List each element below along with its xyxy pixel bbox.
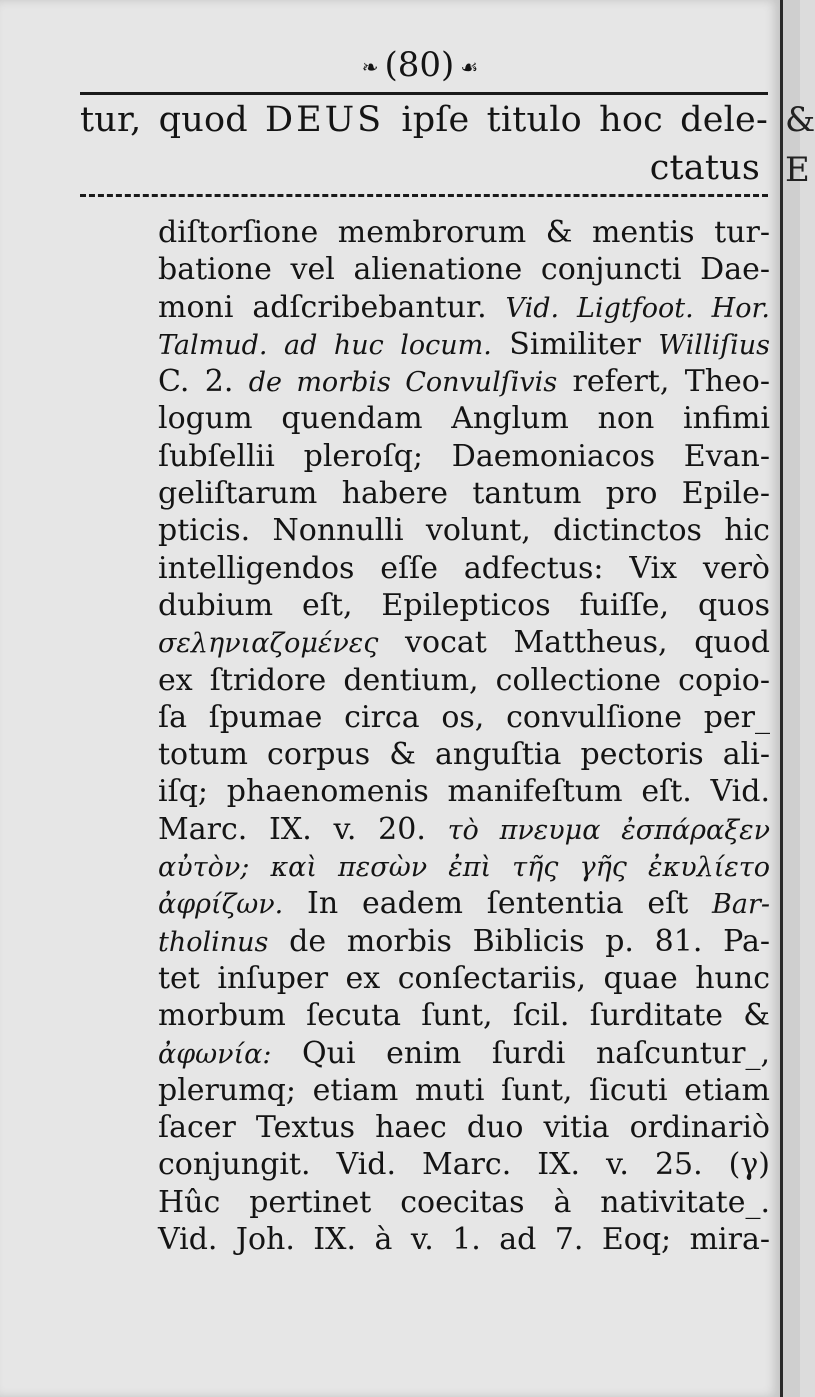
text-segment: In eadem ſententia eſt [283, 886, 713, 922]
text-segment: de morbis Biblicis p. 81. Pa- [268, 923, 770, 959]
italic-text: Bar- [712, 889, 770, 921]
text-segment: C. 2. [158, 364, 249, 400]
italic-text: Vid. Ligtfoot. Hor. [505, 292, 770, 324]
carryover-line-1-pre: tur, quod [80, 100, 266, 140]
text-line [158, 1072, 770, 1109]
text-segment: logum quendam Anglum non infimi [158, 401, 770, 437]
greek-text: τὸ πνευμα ἐσπάραξεν [447, 814, 770, 846]
greek-text: σεληνιαζομένες [158, 628, 379, 660]
text-line [158, 363, 770, 400]
text-segment: ſa ſpumae circa os, convulſione per_ [158, 699, 770, 735]
greek-text: ἀφρίζων. [158, 889, 284, 921]
text-segment: Similiter [491, 326, 659, 362]
text-segment: totum corpus & anguſtia pectoris ali- [158, 737, 770, 773]
text-line [158, 400, 770, 437]
italic-text: Talmud. ad huc locum. [158, 329, 492, 361]
text-line [158, 1146, 770, 1183]
carryover-line-2: ctatus [649, 148, 760, 188]
text-line [158, 550, 770, 587]
header-rule [80, 92, 768, 95]
text-segment: Vid. Joh. IX. à v. 1. ad 7. Eoq; mira- [158, 1222, 770, 1258]
text-segment: intelligendos eſſe adfectus: Vix verò [158, 550, 770, 586]
text-segment: ſacer Textus haec duo vitia ordinariò [158, 1110, 770, 1146]
carryover-line-1-post: ipſe titulo hoc dele- [384, 100, 768, 140]
page-header [80, 40, 760, 90]
italic-text: Williſius [658, 329, 770, 361]
text-segment: pticis. Nonnulli volunt, dictinctos hic [158, 513, 770, 549]
text-line [158, 289, 770, 326]
text-line [158, 848, 770, 885]
text-segment: dubium eſt, Epilepticos fuiſſe, quos [158, 587, 770, 623]
text-line [158, 699, 770, 736]
next-page-edge [780, 0, 815, 1397]
text-line [158, 773, 770, 810]
text-line [158, 624, 770, 661]
italic-text: tholinus [158, 926, 269, 958]
text-segment: Qui enim ſurdi naſcuntur_, [271, 1035, 770, 1071]
text-line [158, 923, 770, 960]
body-text [158, 214, 770, 1258]
text-segment: geliſtarum habere tantum pro Epile- [158, 476, 770, 512]
ornament-right-icon: ☙ [460, 55, 479, 79]
text-segment: diſtorſione membrorum & mentis tur- [158, 215, 770, 250]
text-line [158, 251, 770, 288]
text-segment: morbum ſecuta ſunt, ſcil. ſurditate & [158, 998, 770, 1034]
greek-text: αὐτὸν; καὶ πεσὼν ἐπὶ τῆς γῆς ἐκυλίετο [158, 852, 770, 884]
carryover-text [80, 96, 768, 192]
carryover-line-1-caps: DEUS [265, 100, 385, 140]
text-segment: moni adſcribebantur. [158, 289, 506, 325]
text-segment: refert, Theo- [557, 364, 770, 400]
italic-text: de morbis Convulſivis [248, 367, 558, 399]
text-segment: Marc. IX. v. 20. [158, 811, 448, 847]
text-line [158, 736, 770, 773]
edge-glyph-1: & [785, 100, 815, 140]
text-segment: vocat Mattheus, quod [378, 625, 770, 661]
text-line [158, 885, 770, 922]
text-line [158, 997, 770, 1034]
text-line [158, 960, 770, 997]
text-segment: Hûc pertinet coecitas à nativitate_. [158, 1184, 770, 1220]
ornament-left-icon: ❧ [361, 55, 379, 79]
text-segment: batione vel alienatione conjuncti Dae- [158, 252, 770, 288]
text-segment: plerumq; etiam muti ſunt, ſicuti etiam [158, 1072, 770, 1108]
text-line [158, 587, 770, 624]
greek-text: ἀφωνία: [158, 1038, 272, 1070]
text-line [158, 1035, 770, 1072]
text-segment: conjungit. Vid. Marc. IX. v. 25. (γ) [158, 1147, 770, 1183]
text-segment: ex ſtridore dentium, collectione copio- [158, 662, 770, 698]
text-segment: ſubſellii pleroſq; Daemoniacos Evan- [158, 438, 770, 474]
text-line [158, 1221, 770, 1258]
text-line [158, 512, 770, 549]
text-line [158, 662, 770, 699]
text-segment: iſq; phaenomenis manifeſtum eſt. Vid. [158, 774, 770, 810]
text-line [158, 1184, 770, 1221]
text-line [158, 326, 770, 363]
text-line [158, 438, 770, 475]
text-line [158, 475, 770, 512]
section-rule [80, 194, 768, 197]
text-segment: tet inſuper ex conſectariis, quae hunc [158, 960, 770, 996]
page-number: (80) [384, 45, 455, 85]
carryover-line-1 [80, 96, 768, 144]
edge-glyph-2: E [785, 150, 810, 190]
text-line [158, 214, 770, 251]
text-line [158, 811, 770, 848]
text-line [158, 1109, 770, 1146]
